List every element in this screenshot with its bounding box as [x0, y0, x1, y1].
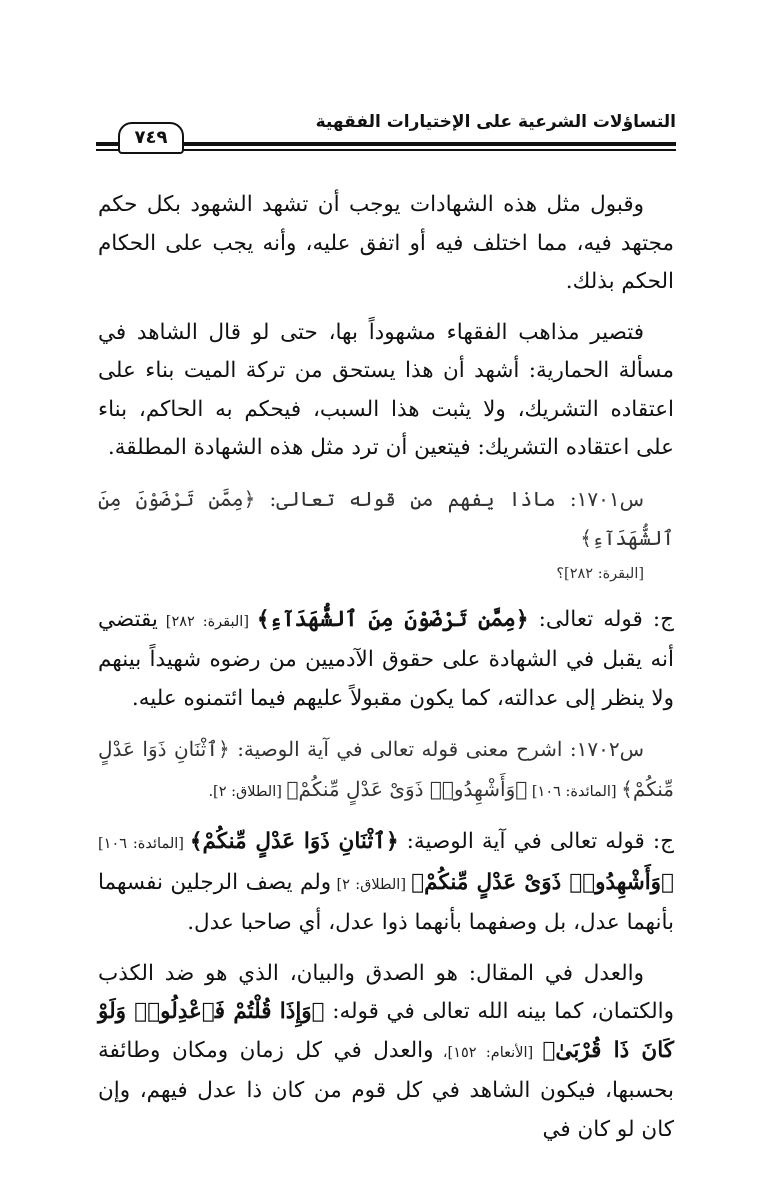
- answer-1701-lead: ج: قوله تعالى:: [528, 606, 674, 632]
- paragraph-3-verse: ﴿وَإِذَا قُلْتُمْ فَٱعْدِلُوا۟ وَلَوْ كَانَ ذَا قُرْبَىٰ﴾: [98, 999, 675, 1063]
- answer-1702-lead: ج: قوله تعالى في آية الوصية:: [398, 829, 674, 854]
- answer-1701: [98, 601, 674, 719]
- answer-1702-ref-2: [الطلاق: ٢]: [331, 876, 412, 893]
- book-title: التساؤلات الشرعية على الإختيارات الفقهية: [315, 112, 676, 132]
- question-1702-ref-2: [الطلاق: ٢].: [208, 783, 287, 800]
- paragraph-1: وقبول مثل هذه الشهادات يوجب أن تشهد الشهود بكل حكم مجتهد فيه، مما اختلف فيه أو اتفق عليه، وأنه يجب على الحكام الحكم بذلك.: [98, 192, 674, 294]
- page-number: ٧٤٩: [118, 122, 184, 154]
- question-1701: [98, 480, 674, 589]
- paragraph-3-ref: [الأنعام: ١٥٢]،: [433, 1044, 543, 1061]
- question-1702: [98, 730, 674, 811]
- question-1702-ref-1: [المائدة: ١٠٦]: [527, 783, 622, 800]
- question-1701-text: س١٧٠١: ماذا يفهم من قوله تعالى: ﴿مِمَّن تَرْضَوْنَ مِنَ ٱلشُّهَدَآءِ﴾: [98, 486, 674, 550]
- answer-1702-verse-2: ﴿وَأَشْهِدُوا۟ ذَوَىْ عَدْلٍ مِّنكُمْ﴾: [411, 869, 674, 895]
- paragraph-3-text: والعدل في كل زمان ومكان وطائفة بحسبها، فيكون الشاهد في كل قوم من كان ذا عدل فيهم، وإن كان لو كان في: [98, 1037, 674, 1142]
- answer-1702-text: ولم يصف الرجلين نفسهما بأنهما عدل، بل وصفهما بأنهما ذوا عدل، أي صاحبا عدل.: [98, 869, 674, 935]
- answer-1701-verse: ﴿مِمَّن تَرْضَوْنَ مِنَ ٱلشُّهَدَآءِ﴾: [256, 606, 529, 632]
- answer-1701-text: يقتضي أنه يقبل في الشهادة على حقوق الآدميين من رضوه شهيداً بينهم ولا ينظر إلى عدالته، كما يكون مقبولاً عليهم فيما ائتمنوه عليه.: [98, 606, 674, 711]
- page-body: [98, 186, 674, 1149]
- answer-1702-ref-1: [المائدة: ١٠٦]: [98, 836, 190, 852]
- question-1702-text: س١٧٠٢: اشرح معنى قوله تعالى في آية الوصية: ﴿ٱثْنَانِ ذَوَا عَدْلٍ مِّنكُمْ﴾: [98, 737, 674, 801]
- question-1702-verse-2: ﴿وَأَشْهِدُوا۟ ذَوَىْ عَدْلٍ مِّنكُمْ﴾: [286, 776, 528, 801]
- paragraph-3-lead: والعدل في المقال: هو الصدق والبيان، الذي هو ضد الكذب والكتمان، كما بينه الله تعالى في قوله:: [98, 960, 675, 1024]
- answer-1702-verse-1: ﴿ٱثْنَانِ ذَوَا عَدْلٍ مِّنكُمْ﴾: [189, 829, 399, 854]
- running-header: [96, 108, 676, 158]
- question-1701-ref: [البقرة: ٢٨٢]؟: [556, 565, 644, 582]
- answer-1702: [98, 823, 674, 943]
- paragraph-3: [98, 955, 674, 1150]
- answer-1701-ref: [البقرة: ٢٨٢]: [157, 613, 257, 630]
- paragraph-2: فتصير مذاهب الفقهاء مشهوداً بها، حتى لو قال الشاهد في مسألة الحمارية: أشهد أن هذا يستحق من تركة الميت بناء على اعتقاده التشريك، ولا يثبت هذا السبب، فيحكم به الحاكم، بناء على اعتقاده التشريك: فيتعين أن ترد مثل هذه الشهادة المطلقة.: [98, 319, 674, 460]
